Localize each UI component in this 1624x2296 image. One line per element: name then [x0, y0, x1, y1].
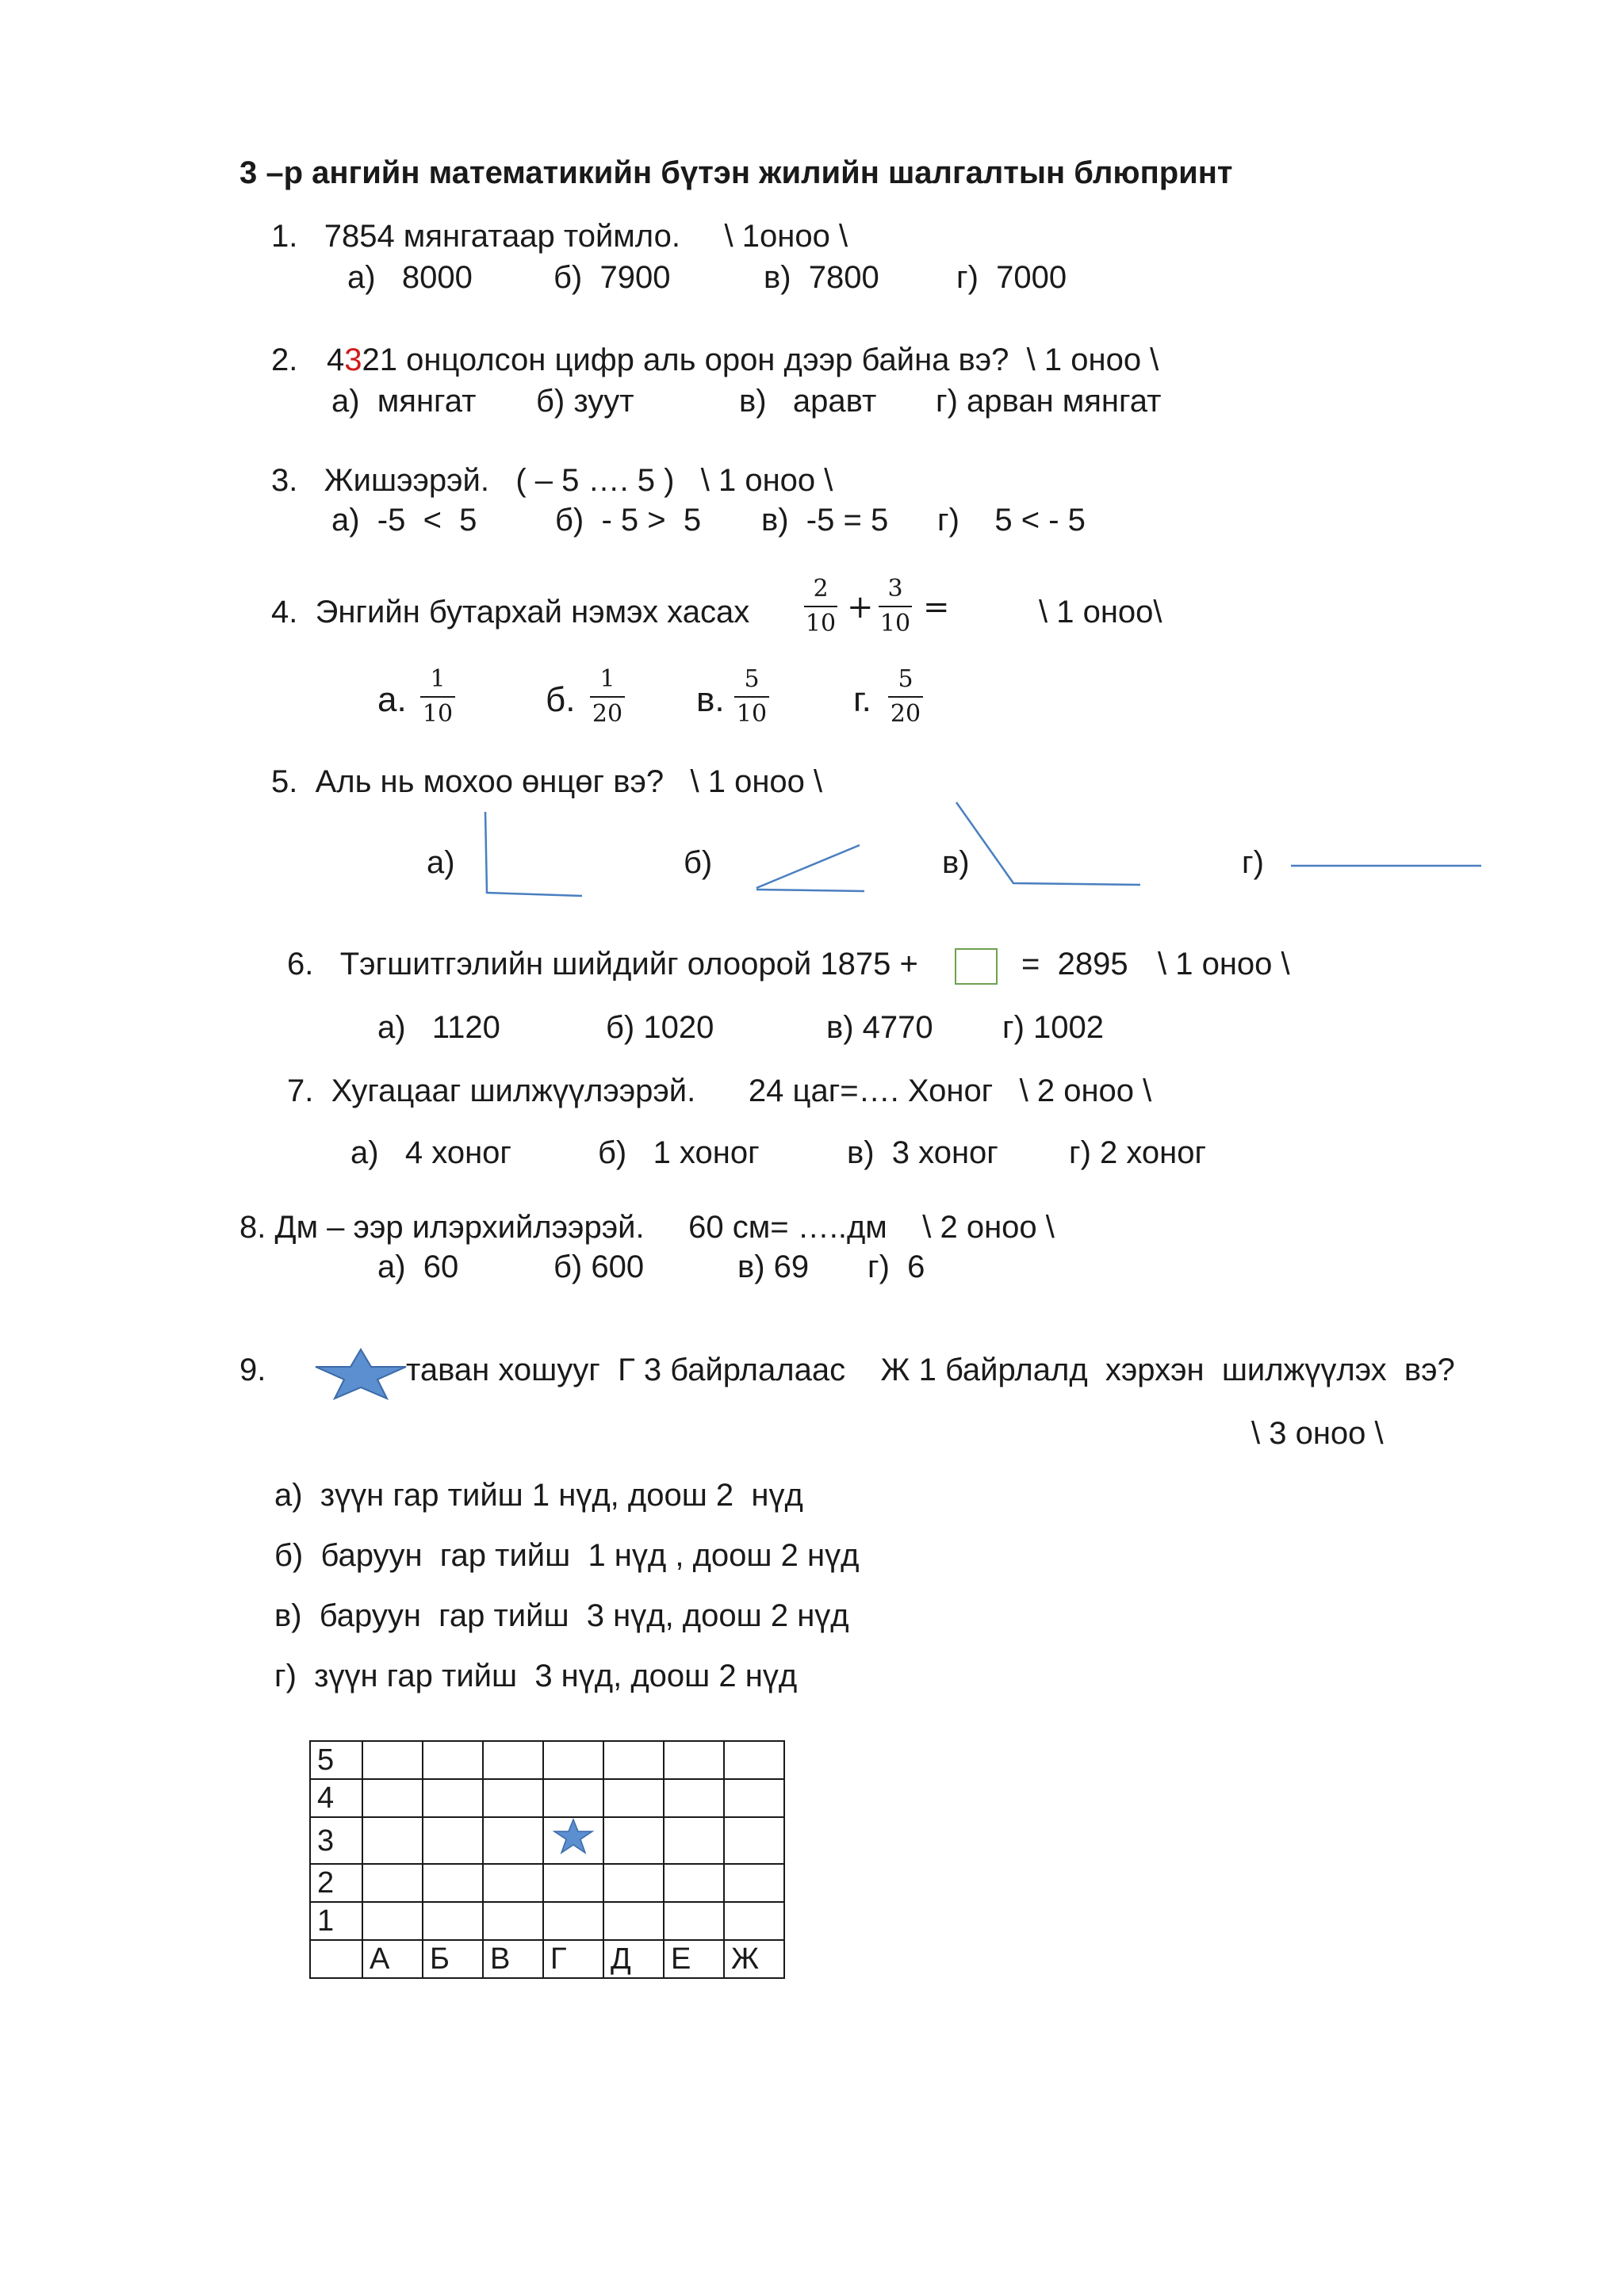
grid-cell	[423, 1817, 483, 1864]
q4-option-a-fraction: 1 10	[420, 666, 455, 728]
q6-option-b: б) 1020	[606, 1010, 714, 1045]
q3-option-b: б) - 5 > 5	[555, 503, 702, 538]
q6-option-c: в) 4770	[826, 1010, 933, 1045]
q9-option-b: б) баруун гар тийш 1 нүд , доош 2 нүд	[274, 1538, 860, 1573]
q9-option-a: а) зүүн гар тийш 1 нүд, доош 2 нүд	[274, 1478, 803, 1513]
grid-cell	[724, 1779, 784, 1817]
row-label: 3	[310, 1817, 362, 1864]
q1-option-b: б) 7900	[553, 260, 671, 295]
q3-option-c: в) -5 = 5	[761, 503, 889, 538]
row-label: 1	[310, 1902, 362, 1940]
grid-cell	[603, 1779, 664, 1817]
grid-cell	[603, 1817, 664, 1864]
grid-cell	[724, 1902, 784, 1940]
star-icon	[314, 1348, 408, 1400]
col-label: Б	[423, 1940, 483, 1978]
grid-corner	[310, 1940, 362, 1978]
q2-highlighted-digit: 3	[344, 342, 362, 377]
grid-cell	[362, 1779, 423, 1817]
col-label: Г	[543, 1940, 603, 1978]
q3-option-a: а) -5 < 5	[331, 503, 477, 538]
grid-cell	[362, 1902, 423, 1940]
grid-cell	[603, 1864, 664, 1902]
grid-cell	[483, 1817, 543, 1864]
q1-option-d: г) 7000	[956, 260, 1067, 295]
q1-text: 1. 7854 мянгатаар тоймло. \ 1оноо \	[271, 219, 848, 254]
row-label: 2	[310, 1864, 362, 1902]
grid-row	[310, 1741, 784, 1779]
q6-rest: = 2895	[1021, 947, 1128, 982]
q4-option-c-label: в.	[696, 680, 725, 719]
q9-text: таван хошууг Г 3 байрлалаас Ж 1 байрлалд хэрхэн шилжүүлэх вэ?	[406, 1353, 1455, 1387]
q4-plus: +	[847, 589, 874, 626]
q5-text: 5. Аль нь мохоо өнцөг вэ? \ 1 оноо \	[271, 764, 823, 799]
grid-row	[310, 1902, 784, 1940]
grid-row	[310, 1817, 784, 1864]
q6-option-d: г) 1002	[1002, 1010, 1105, 1045]
grid-cell	[543, 1779, 603, 1817]
q8-option-a: а) 60	[377, 1249, 459, 1284]
q8-option-b: б) 600	[553, 1249, 645, 1284]
star-icon	[551, 1818, 596, 1854]
grid-cell	[423, 1741, 483, 1779]
col-label: В	[483, 1940, 543, 1978]
q4-option-b-fraction: 1 20	[590, 666, 625, 728]
grid-cell	[664, 1864, 724, 1902]
grid-cell	[483, 1741, 543, 1779]
row-label: 4	[310, 1779, 362, 1817]
coordinate-grid	[309, 1740, 785, 1979]
q5-option-a: а)	[427, 845, 455, 880]
q4-option-d-label: г.	[853, 680, 871, 719]
grid-row	[310, 1864, 784, 1902]
grid-cell	[664, 1902, 724, 1940]
q6-option-a: а) 1120	[377, 1010, 500, 1045]
q4-equals: =	[923, 589, 950, 626]
q4-fraction-1: 2 10	[805, 575, 837, 637]
q2-option-b: б) зуут	[536, 384, 634, 419]
grid-cell	[362, 1817, 423, 1864]
col-label: Ж	[724, 1940, 784, 1978]
q7-text: 7. Хугацааг шилжүүлээрэй. 24 цаг=…. Хоног \ 2 оноо \	[287, 1073, 1152, 1108]
q2-post: 21 онцолсон цифр аль орон дээр байна вэ? \ 1 оноо \	[362, 342, 1159, 377]
grid-cell	[362, 1864, 423, 1902]
grid-cell	[543, 1864, 603, 1902]
grid-cell	[724, 1817, 784, 1864]
q9-number: 9.	[239, 1353, 266, 1387]
q4-option-d-fraction: 5 20	[888, 666, 923, 728]
grid-cell	[603, 1741, 664, 1779]
answer-box-icon[interactable]	[955, 948, 998, 985]
q3-text: 3. Жишээрэй. ( – 5 …. 5 ) \ 1 оноо \	[271, 463, 833, 498]
q4-text: 4. Энгийн бутархай нэмэх хасах	[271, 595, 750, 629]
q9-points: \ 3 оноо \	[1251, 1416, 1384, 1451]
grid-cell	[423, 1779, 483, 1817]
grid-cell	[483, 1902, 543, 1940]
q6-text: 6. Тэгшитгэлийн шийдийг олоорой 1875 +	[287, 947, 918, 982]
col-label: Е	[664, 1940, 724, 1978]
q7-option-a: а) 4 хоног	[350, 1135, 511, 1170]
q3-option-d: г) 5 < - 5	[937, 503, 1086, 538]
q4-option-b-label: б.	[546, 680, 576, 719]
grid-cell	[543, 1741, 603, 1779]
grid-cell	[724, 1741, 784, 1779]
q2-pre: 4	[327, 342, 345, 377]
q2-option-d: г) арван мянгат	[936, 384, 1162, 419]
q4-fraction-2: 3 10	[879, 575, 911, 637]
q6-points: \ 1 оноо \	[1158, 947, 1290, 982]
q4-option-c-fraction: 5 10	[734, 666, 769, 728]
q7-option-c: в) 3 хоног	[847, 1135, 998, 1170]
grid-cell	[483, 1864, 543, 1902]
grid-cell	[603, 1902, 664, 1940]
q5-option-b: б)	[684, 845, 713, 880]
col-label: Д	[603, 1940, 664, 1978]
q2-number: 2.	[271, 342, 298, 377]
grid-cell	[543, 1902, 603, 1940]
col-label: А	[362, 1940, 423, 1978]
q2-option-c: в) аравт	[739, 384, 877, 419]
q9-option-d: г) зүүн гар тийш 3 нүд, доош 2 нүд	[274, 1659, 798, 1693]
q4-points: \ 1 оноо\	[1039, 595, 1162, 629]
grid-cell	[724, 1864, 784, 1902]
grid-cell	[362, 1741, 423, 1779]
grid-row	[310, 1940, 784, 1978]
angle-a-right	[485, 812, 582, 896]
q8-option-d: г) 6	[868, 1249, 925, 1284]
grid-cell	[423, 1864, 483, 1902]
q5-angle-figures	[0, 0, 1624, 951]
q2-option-a: а) мянгат	[331, 384, 477, 419]
q9-option-c: в) баруун гар тийш 3 нүд, доош 2 нүд	[274, 1598, 849, 1633]
angle-b-acute	[756, 845, 864, 891]
q1-option-c: в) 7800	[764, 260, 879, 295]
q7-option-d: г) 2 хоног	[1069, 1135, 1207, 1170]
q8-text: 8. Дм – ээр илэрхийлээрэй. 60 см= …..дм \ 2 оноо \	[239, 1210, 1055, 1245]
grid-cell	[664, 1779, 724, 1817]
q4-option-a-label: а.	[377, 680, 407, 719]
angle-c-obtuse	[956, 802, 1140, 885]
row-label: 5	[310, 1741, 362, 1779]
grid-cell	[664, 1741, 724, 1779]
q5-option-d: г)	[1242, 845, 1264, 880]
grid-cell	[664, 1817, 724, 1864]
grid-row	[310, 1779, 784, 1817]
q5-option-c: в)	[942, 845, 970, 880]
page-title: 3 –р ангийн математикийн бүтэн жилийн шалгалтын блюпринт	[239, 155, 1233, 190]
grid-cell	[483, 1779, 543, 1817]
grid-cell-star	[543, 1817, 603, 1864]
grid-cell	[423, 1902, 483, 1940]
q1-option-a: а) 8000	[347, 260, 473, 295]
q8-option-c: в) 69	[737, 1249, 810, 1284]
q7-option-b: б) 1 хоног	[598, 1135, 760, 1170]
